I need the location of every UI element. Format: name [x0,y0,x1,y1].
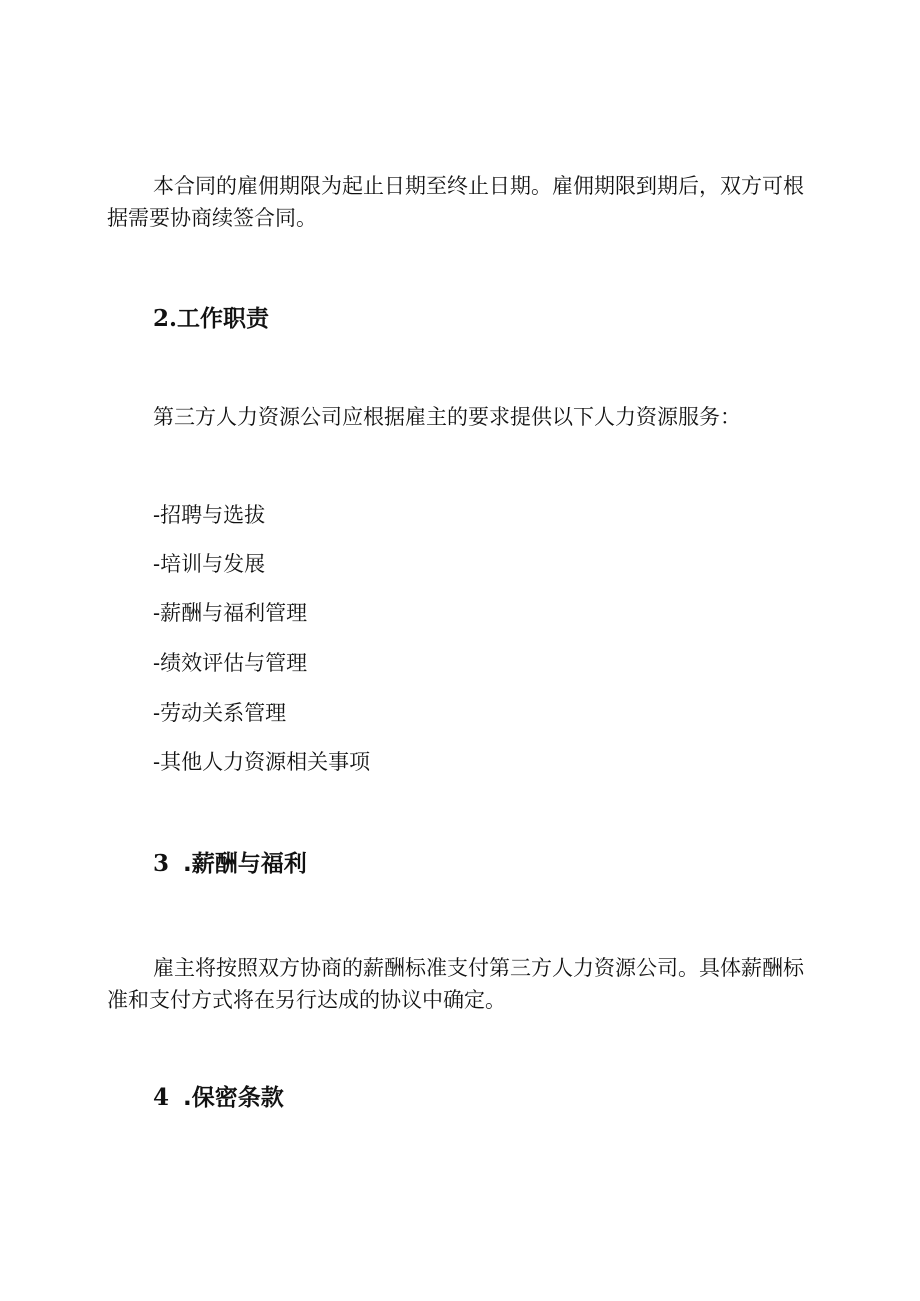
section-3-heading [153,849,307,879]
section-3-title: .薪酬与福利 [183,851,307,877]
section-2-heading [153,304,269,334]
section-4-title: .保密条款 [183,1085,284,1111]
list-item: -招聘与选拔 [153,503,266,527]
section-4-heading [153,1083,284,1113]
list-item: -绩效评估与管理 [153,651,308,675]
list-item: -培训与发展 [153,552,266,576]
section-2-number: 2. [153,305,178,332]
section-3-number: 3 [153,850,170,877]
section-2-intro: 第三方人力资源公司应根据雇主的要求提供以下人力资源服务： [153,405,741,429]
list-item: -劳动关系管理 [153,701,287,725]
section-3-paragraph: 雇主将按照双方协商的薪酬标准支付第三方人力资源公司。具体薪酬标准和支付方式将在另行达成的协议中确定。 [107,956,804,1012]
list-item: -其他人力资源相关事项 [153,750,371,774]
list-item: -薪酬与福利管理 [153,601,308,625]
section-2-title: 工作职责 [177,306,270,332]
section-4-number: 4 [153,1084,170,1111]
term-paragraph: 本合同的雇佣期限为起止日期至终止日期。雇佣期限到期后，双方可根据需要协商续签合同。 [107,174,804,230]
